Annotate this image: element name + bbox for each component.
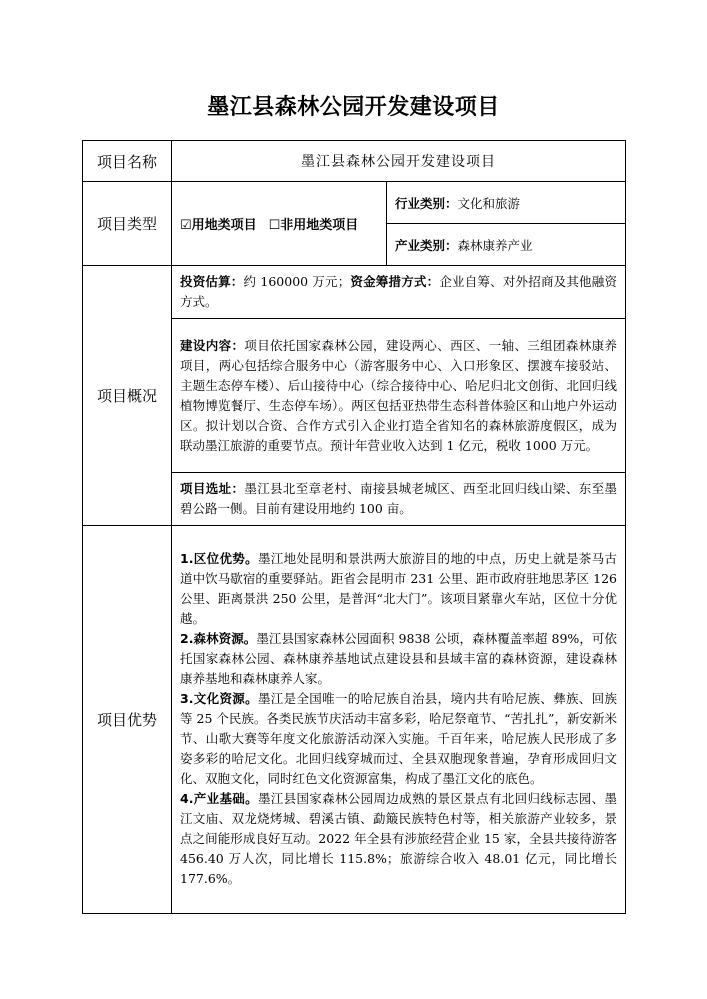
overview-label: 项目概况 xyxy=(83,266,172,526)
advantage-item xyxy=(180,629,617,689)
investment-paragraph xyxy=(172,266,626,319)
advantages-content xyxy=(172,526,626,914)
construction-content-paragraph xyxy=(172,319,626,473)
investment-label: 投资估算： xyxy=(180,274,244,289)
project-name-label: 项目名称 xyxy=(83,141,172,182)
advantage-item xyxy=(180,789,617,889)
advantage-text: 墨江是全国唯一的哈尼族自治县，境内共有哈尼族、彝族、回族等 25 个民族。各类民族节庆活动丰富多彩，哈尼祭竜节、“苦扎扎”，新安新米节、山歌大赛等年度文化旅游活动深入实施。千百年来，哈尼族人民形成了多姿多彩的哈尼文化。北回归线穿城而过、全县双胞现象普遍，孕育形成回归文化、双胞文化，同时红色文化资源富集，构成了墨江文化的底色。 xyxy=(180,690,617,786)
industry-category-label: 行业类别： xyxy=(395,195,458,211)
project-name-value: 墨江县森林公园开发建设项目 xyxy=(172,141,626,182)
site-value: 墨江县北至章老村、南接县城老城区、西至北回归线山梁、东至墨碧公路一侧。目前有建设用地约 100 亩。 xyxy=(180,481,617,516)
advantage-heading: 1.区位优势。 xyxy=(180,550,258,566)
site-paragraph xyxy=(172,473,626,526)
funding-value: 企业自筹、对外招商及其他融资方式。 xyxy=(180,274,617,309)
sector-category-value: 森林康养产业 xyxy=(457,237,533,253)
sector-category-label: 产业类别： xyxy=(395,237,458,253)
construction-content-value: 项目依托国家森林公园，建设两心、西区、一轴、三组团森林康养项目，两心包括综合服务中心（游客服务中心、入口形象区、摆渡车接驳站、主题生态停车楼）、后山接待中心（综合接待中心、哈尼归北文创街、北回归线植物博览餐厅、生态停车场）。两区包括亚热带生态科普体验区和山地户外运动区。拟计划以合资、合作方式引入企业打造全省知名的森林旅游度假区，成为联动墨江旅游的重要节点。预计年营业收入达到 1 亿元，税收 1000 万元。 xyxy=(180,337,617,453)
sector-category xyxy=(387,224,626,266)
advantage-heading: 3.文化资源。 xyxy=(180,690,258,706)
advantage-item xyxy=(180,549,617,629)
site-label: 项目选址： xyxy=(180,481,245,496)
advantages-label: 项目优势 xyxy=(83,526,172,914)
advantage-heading: 4.产业基础。 xyxy=(180,790,258,806)
industry-category-value: 文化和旅游 xyxy=(457,195,521,211)
investment-value: 约 160000 万元； xyxy=(243,274,351,289)
project-type-label: 项目类型 xyxy=(83,182,172,266)
project-table xyxy=(82,140,626,914)
advantage-text: 墨江地处昆明和景洪两大旅游目的地的中点，历史上就是茶马古道中饮马歇宿的重要驿站。距省会昆明市 231 公里、距市政府驻地思茅区 126 公里、距离景洪 250 公里，是普洱“北大门”。该项目紧靠火车站，区位十分优越。 xyxy=(180,550,617,626)
industry-category xyxy=(387,182,626,224)
advantage-item xyxy=(180,689,617,789)
advantage-heading: 2.森林资源。 xyxy=(180,630,257,646)
project-type-options xyxy=(172,182,387,266)
document-title: 墨江县森林公园开发建设项目 xyxy=(207,95,500,120)
land-project-checkbox: ☑用地类项目 xyxy=(180,218,257,233)
funding-label: 资金筹措方式： xyxy=(350,274,440,289)
construction-content-label: 建设内容： xyxy=(180,337,245,353)
advantage-text: 墨江县国家森林公园周边成熟的景区景点有北回归线标志园、墨江文庙、双龙烧烤城、碧溪古镇、勐簸民族特色村等，相关旅游产业较多，景点之间能形成良好互动。2022 年全县有涉旅经营企业 15 家，全县共接待游客 456.40 万人次，同比增长 115.8%；旅游综合收入 48.01 亿元，同比增长 177.6%。 xyxy=(180,790,617,886)
advantage-text: 墨江县国家森林公园面积 9838 公顷，森林覆盖率超 89%，可依托国家森林公园、森林康养基地试点建设县和县域丰富的森林资源，建设森林康养基地和森林康养人家。 xyxy=(180,630,617,686)
nonland-project-checkbox: ☐非用地类项目 xyxy=(268,218,359,233)
